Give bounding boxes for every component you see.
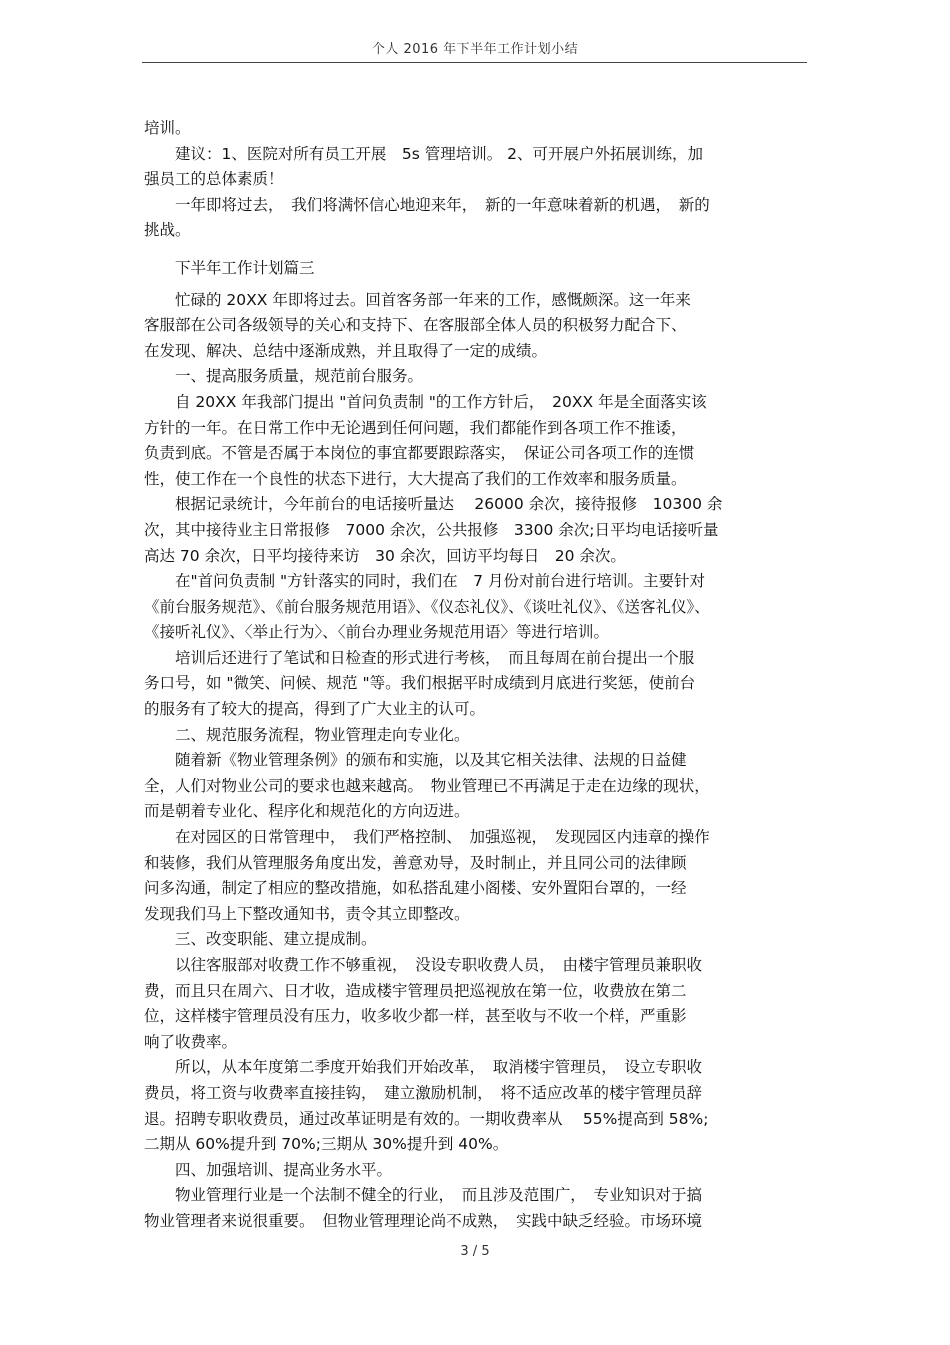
text-line: 的服务有了较大的提高，得到了广大业主的认可。: [144, 700, 486, 719]
text-line: 《接听礼仪》、〈举止行为〉、〈前台办理业务规范用语〉等进行培训。: [144, 623, 610, 642]
subsection-heading: 二、规范服务流程，物业管理走向专业化。: [144, 725, 470, 744]
text-line: 和装修，我们从管理服务角度出发，善意劝导，及时制止，并且同公司的法律顾: [144, 853, 687, 872]
text-line: 建议：1、医院对所有员工开展 5s 管理培训。 2、可开展户外拓展训练，加: [144, 144, 704, 163]
document-body: [144, 116, 808, 1235]
text-line: 费，而且只在周六、日才收，造成楼宇管理员把巡视放在第一位，收费放在第二: [144, 981, 687, 1000]
subsection-heading: 一、提高服务质量，规范前台服务。: [144, 367, 424, 386]
text-line: 根据记录统计，今年前台的电话接听量达 26000 余次，接待报修 10300 余: [144, 495, 723, 514]
subsection-heading: 四、加强培训、提高业务水平。: [144, 1160, 393, 1179]
text-line: 发现我们马上下整改通知书，责令其立即整改。: [144, 904, 470, 923]
text-line: 自 20XX 年我部门提出 "首问负责制 "的工作方针后， 20XX 年是全面落实该: [144, 392, 707, 411]
subsection-heading: 三、改变职能、建立提成制。: [144, 930, 377, 949]
text-line: 所以，从本年度第二季度开始我们开始改革， 取消楼宇管理员， 设立专职收: [144, 1058, 703, 1077]
text-line: 性，使工作在一个良性的状态下进行，大大提高了我们的工作效率和服务质量。: [144, 469, 687, 488]
text-line: 退。招聘专职收费员，通过改革证明是有效的。一期收费率从 55%提高到 58%;: [144, 1109, 709, 1128]
text-line: 强员工的总体素质！: [144, 170, 284, 189]
text-line: 响了收费率。: [144, 1032, 238, 1051]
text-line: 忙碌的 20XX 年即将过去。回首客务部一年来的工作，感慨颇深。这一年来: [144, 290, 691, 309]
text-line: 次，其中接待业主日常报修 7000 余次，公共报修 3300 余次;日平均电话接听量: [144, 520, 719, 539]
text-line: 二期从 60%提升到 70%;三期从 30%提升到 40%。: [144, 1135, 509, 1154]
text-line: 在发现、解决、总结中逐渐成熟，并且取得了一定的成绩。: [144, 341, 548, 360]
text-line: 在对园区的日常管理中， 我们严格控制、 加强巡视， 发现园区内违章的操作: [144, 828, 710, 847]
text-line: 《前台服务规范》、《前台服务规范用语》、《仪态礼仪》、《谈吐礼仪》、《送客礼仪》、: [144, 597, 710, 616]
text-line: 而是朝着专业化、程序化和规范化的方向迈进。: [144, 802, 470, 821]
text-line: 培训。: [144, 119, 191, 137]
text-line: 位，这样楼宇管理员没有压力，收多收少都一样，甚至收与不收一个样，严重影: [144, 1007, 687, 1026]
text-line: 问多沟通，制定了相应的整改措施，如私搭乱建小阁楼、安外置阳台罩的，一经: [144, 879, 687, 898]
section-heading: 下半年工作计划篇三: [144, 258, 315, 277]
text-line: 物业管理者来说很重要。 但物业管理理论尚不成熟， 实践中缺乏经验。市场环境: [144, 1211, 703, 1230]
text-line: 方针的一年。在日常工作中无论遇到任何问题，我们都能作到各项工作不推诿，: [144, 418, 687, 437]
header-divider: [142, 62, 807, 63]
text-line: 高达 70 余次，日平均接待来访 30 余次，回访平均每日 20 余次。: [144, 546, 626, 565]
text-line: 负责到底。不管是否属于本岗位的事宜都要跟踪落实， 保证公司各项工作的连惯: [144, 444, 695, 463]
text-line: 培训后还进行了笔试和日检查的形式进行考核， 而且每周在前台提出一个服: [144, 648, 695, 667]
text-line: 在"首问负责制 "方针落实的同时，我们在 7 月份对前台进行培训。主要针对: [144, 572, 705, 591]
text-line: 务口号，如 "微笑、问候、规范 "等。我们根据平时成绩到月底进行奖惩，使前台: [144, 674, 696, 693]
page-number: 3 / 5: [460, 1244, 490, 1259]
text-line: 挑战。: [144, 221, 191, 240]
text-line: 以往客服部对收费工作不够重视， 没设专职收费人员， 由楼宇管理员兼职收: [144, 956, 703, 974]
text-line: 物业管理行业是一个法制不健全的行业， 而且涉及范围广， 专业知识对于搞: [144, 1186, 703, 1205]
text-line: 费员，将工资与收费率直接挂钩， 建立激励机制， 将不适应改革的楼宇管理员辞: [144, 1083, 703, 1102]
text-line: 一年即将过去， 我们将满怀信心地迎来年， 新的一年意味着新的机遇， 新的: [144, 195, 710, 214]
text-line: 客服部在公司各级领导的关心和支持下、在客服部全体人员的积极努力配合下、: [144, 316, 687, 335]
text-line: 全，人们对物业公司的要求也越来越高。 物业管理已不再满足于走在边缘的现状，: [144, 776, 710, 795]
page-header: 个人 2016 年下半年工作计划小结: [371, 42, 579, 57]
text-line: 随着新《物业管理条例》的颁布和实施，以及其它相关法律、法规的日益健: [144, 751, 687, 770]
